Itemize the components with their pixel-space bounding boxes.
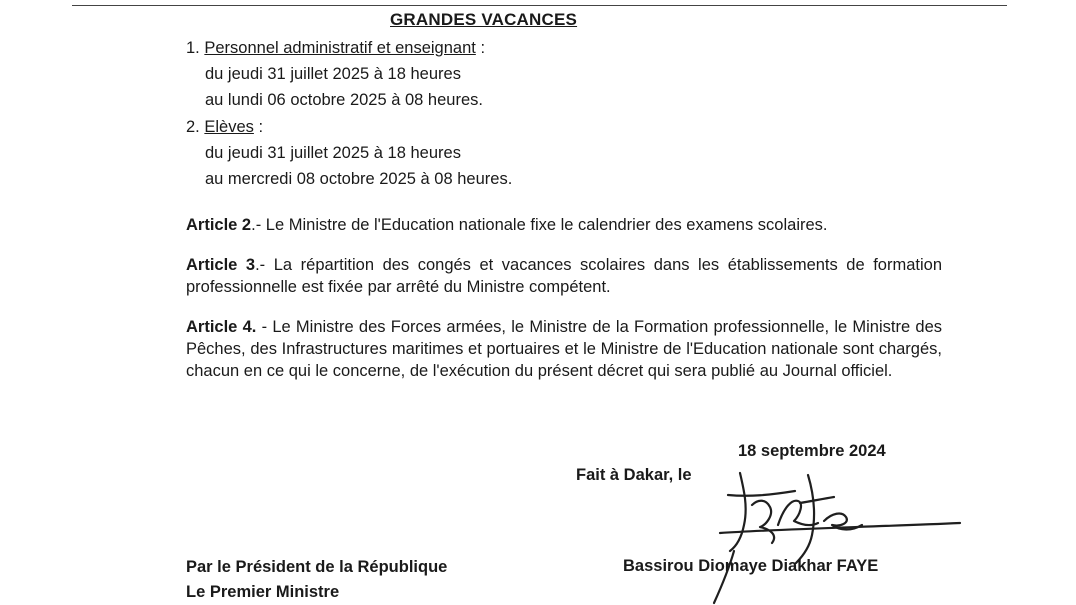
list-item-1-label: Personnel administratif et enseignant (204, 39, 476, 57)
signature-image (700, 455, 970, 605)
article-2-text: Le Ministre de l'Education nationale fixe le calendrier des examens scolaires. (265, 216, 828, 234)
countersign-prime-minister: Le Premier Ministre (186, 583, 340, 601)
list-item-2-start: du jeudi 31 juillet 2025 à 18 heures (205, 144, 461, 162)
article-4-sep: - (256, 318, 273, 336)
article-4 (186, 316, 942, 382)
article-4-label: Article 4. (186, 318, 257, 336)
article-2 (186, 214, 942, 236)
article-2-sep: .- (251, 216, 266, 234)
countersign-by-president: Par le Président de la République (186, 558, 448, 576)
section-heading: GRANDES VACANCES (390, 10, 578, 29)
article-3-label: Article 3 (186, 256, 256, 274)
signing-place: Fait à Dakar, le (576, 466, 692, 484)
list-item-1-end: au lundi 06 octobre 2025 à 08 heures. (205, 91, 483, 109)
list-item-1-suffix: : (475, 39, 486, 57)
article-2-label: Article 2 (186, 216, 252, 234)
list-item-1-number: 1. (186, 39, 200, 57)
top-rule (72, 5, 1007, 6)
signatory-name: Bassirou Diomaye Diakhar FAYE (623, 557, 879, 575)
article-4-text: Le Ministre des Forces armées, le Ministre de la Formation professionnelle, le Ministre des Pêches, des Infrastructures maritimes et portuaires et le Ministre de l'Education nationale sont chargés, chacun en ce qui le concerne, de l'exécution du présent décret qui sera publié au Journal officiel. (186, 318, 942, 380)
list-item-2-suffix: : (253, 118, 264, 136)
list-item-1 (186, 37, 485, 59)
article-3 (186, 254, 942, 298)
signing-date: 18 septembre 2024 (738, 442, 886, 460)
list-item-2 (186, 116, 263, 138)
list-item-2-label: Elèves (204, 118, 254, 136)
list-item-2-end: au mercredi 08 octobre 2025 à 08 heures. (205, 170, 513, 188)
list-item-2-number: 2. (186, 118, 200, 136)
article-3-sep: .- (255, 256, 274, 274)
article-3-text: La répartition des congés et vacances scolaires dans les établissements de formation professionnelle est fixée par arrêté du Ministre compétent. (186, 256, 942, 296)
list-item-1-start: du jeudi 31 juillet 2025 à 18 heures (205, 65, 461, 83)
